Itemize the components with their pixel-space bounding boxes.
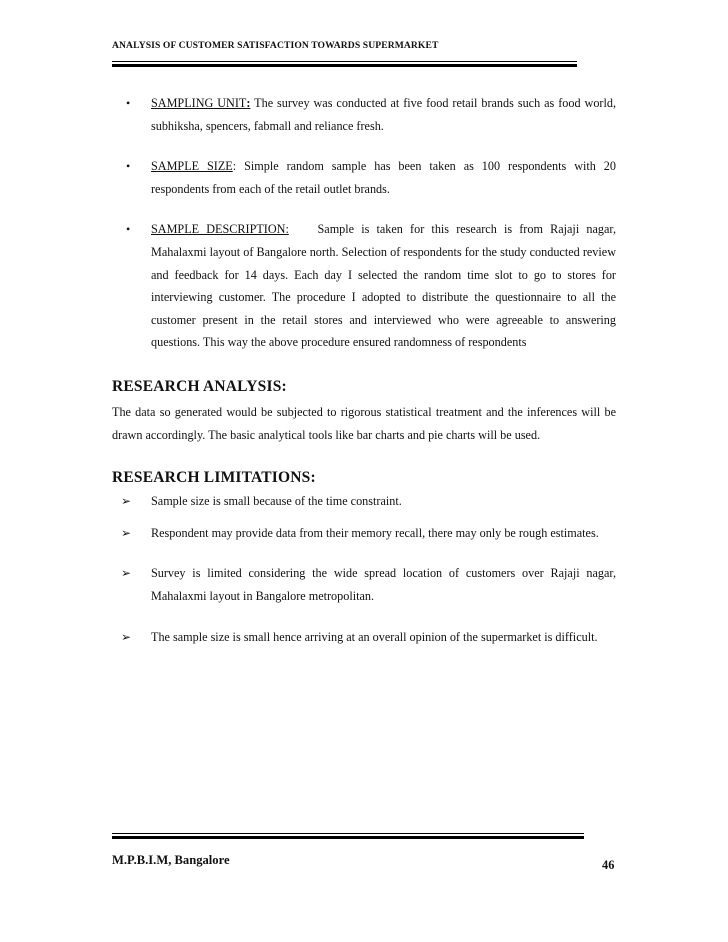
footer-rule <box>112 833 584 839</box>
limitation-item <box>112 490 616 513</box>
limitation-text: Sample size is small because of the time constraint. <box>151 494 402 509</box>
arrowhead-bullet-icon: ➢ <box>121 629 132 644</box>
limitation-text: Survey is limited considering the wide spread location of customers over Rajaji nagar, Mahalaxmi layout in Bangalore metropolitan. <box>151 566 616 603</box>
research-limitations-heading: RESEARCH LIMITATIONS: <box>112 469 316 487</box>
bullet-dot-icon: • <box>126 159 131 174</box>
arrowhead-bullet-icon: ➢ <box>121 494 132 509</box>
limitation-text: Respondent may provide data from their memory recall, there may only be rough estimates. <box>151 525 599 540</box>
page-number: 46 <box>602 858 615 872</box>
research-analysis-paragraph: The data so generated would be subjected to rigorous statistical treatment and the inferences will be drawn accordingly. The basic analytical tools like bar charts and pie charts will be used. <box>112 404 616 442</box>
arrowhead-bullet-icon: ➢ <box>121 525 132 540</box>
page-content <box>112 92 620 648</box>
bullet-label: SAMPLE SIZE <box>151 159 233 174</box>
limitation-item <box>112 626 616 649</box>
bullet-label: SAMPLING UNIT <box>151 96 247 110</box>
bullet-text: Sample is taken for this research is from Rajaji nagar, Mahalaxmi layout of Bangalore north. Selection of respondents for the study conducted review and feedback for 14 days. Each day I selected the random time slot to go to stores for interviewing customer. The procedure I adopted to distribute the questionnaire to all the customer present in the retail stores and interviewed who were agreeable to answering questions. This way the above procedure ensured randomness of respondents <box>151 222 620 350</box>
bullet-label: SAMPLE DESCRIPTION: <box>151 222 289 237</box>
bullet-sample-size <box>112 155 616 200</box>
header-rule <box>112 61 577 67</box>
bullet-dot-icon: • <box>126 222 131 237</box>
bullet-text: The survey was conducted at five food retail brands such as food world, subhiksha, spencers, fabmall and reliance fresh. <box>151 96 616 133</box>
bullet-sample-description <box>112 218 620 354</box>
limitation-item <box>112 562 616 607</box>
bullet-dot-icon: • <box>126 96 131 110</box>
bullet-sampling-unit <box>112 92 616 137</box>
limitation-item <box>112 522 616 545</box>
footer-institution: M.P.B.I.M, Bangalore <box>112 853 230 867</box>
limitation-text: The sample size is small hence arriving at an overall opinion of the supermarket is difficult. <box>151 629 598 644</box>
arrowhead-bullet-icon: ➢ <box>121 566 132 581</box>
running-header: ANALYSIS OF CUSTOMER SATISFACTION TOWARDS SUPERMARKET <box>112 40 439 51</box>
research-analysis-heading: RESEARCH ANALYSIS: <box>112 377 287 395</box>
bullet-text: : Simple random sample has been taken as 100 respondents with 20 respondents from each of the retail outlet brands. <box>151 159 616 196</box>
bullet-label-suffix: : <box>246 96 251 110</box>
